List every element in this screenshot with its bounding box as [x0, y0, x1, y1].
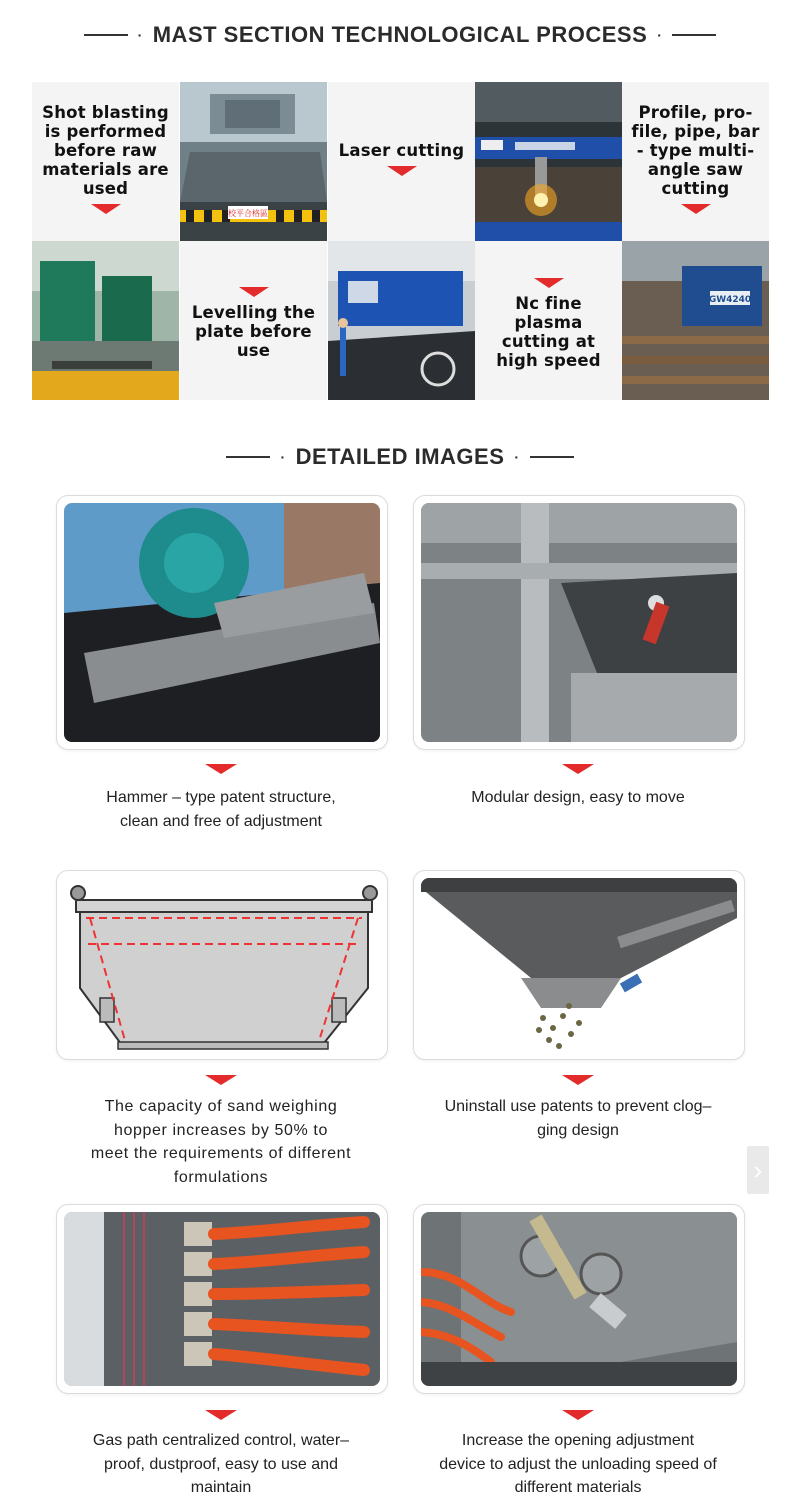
detail-card-gas-path	[56, 1204, 388, 1394]
detail-title-text: DETAILED IMAGES	[295, 444, 505, 469]
title-dot: ·	[137, 27, 143, 43]
down-arrow-icon	[91, 204, 121, 214]
title-dash-right	[530, 456, 574, 458]
process-step-label: Profile, pro-file, pipe, bar - type multi-angle saw cutting	[631, 103, 760, 198]
title-dot: ·	[514, 449, 520, 465]
detail-caption-hammer	[56, 786, 386, 833]
detail-caption-opening-adjustment	[413, 1429, 743, 1500]
down-arrow-icon	[562, 1075, 594, 1085]
process-grid	[32, 82, 769, 400]
process-step-shot-blasting	[32, 82, 179, 241]
process-step-plasma-cutting	[475, 241, 622, 400]
detail-section-title	[0, 444, 800, 470]
caption-line: Gas path centralized control, water–	[92, 1432, 350, 1449]
down-arrow-icon	[681, 204, 711, 214]
down-arrow-icon	[387, 166, 417, 176]
down-arrow-icon	[205, 764, 237, 774]
caption-line: Uninstall use patents to prevent clog–	[444, 1098, 712, 1115]
process-step-label: Nc fine plasma cutting at high speed	[496, 293, 601, 370]
down-arrow-icon	[534, 278, 564, 288]
levelling-photo	[32, 241, 179, 400]
caption-line: different materials	[514, 1479, 642, 1496]
detail-card-modular	[413, 495, 745, 750]
down-arrow-icon	[205, 1075, 237, 1085]
process-step-levelling	[180, 241, 327, 400]
title-dot: ·	[657, 27, 663, 43]
process-step-laser-cutting	[328, 82, 475, 241]
caption-line: formulations	[173, 1168, 269, 1186]
caption-line: ging design	[537, 1121, 619, 1139]
detail-caption-clog	[413, 1095, 743, 1142]
detail-image-hammer	[64, 503, 380, 742]
down-arrow-icon	[562, 1410, 594, 1420]
saw-machine-photo	[622, 241, 769, 400]
detail-card-hopper	[56, 870, 388, 1060]
next-slide-arrow-icon[interactable]: ›	[747, 1146, 769, 1194]
caption-line: device to adjust the unloading speed of	[439, 1455, 717, 1473]
process-step-saw-cutting	[622, 82, 769, 241]
caption-line: meet the requirements of different	[90, 1145, 352, 1162]
detail-card-clog	[413, 870, 745, 1060]
detail-image-hopper	[64, 878, 380, 1052]
process-step-label: Laser cutting	[338, 141, 465, 160]
caption-line: maintain	[190, 1479, 252, 1496]
machine-badge-text: GW4240	[708, 295, 752, 305]
process-step-label: Levelling the plate before use	[191, 303, 316, 360]
caption-line: hopper increases by 50% to	[114, 1121, 328, 1139]
down-arrow-icon	[239, 287, 269, 297]
detail-caption-gas-path	[56, 1429, 386, 1500]
caption-line: Hammer – type patent structure,	[106, 789, 336, 806]
detail-card-hammer	[56, 495, 388, 750]
detail-image-clog	[421, 878, 737, 1052]
detail-image-modular	[421, 503, 737, 742]
title-dot: ·	[280, 449, 286, 465]
title-dash-left	[84, 34, 128, 36]
photo-sign-text: 校平合格區	[228, 209, 268, 218]
caption-line: proof, dustproof, easy to use and	[104, 1455, 338, 1473]
caption-line: Modular design, easy to move	[471, 789, 685, 806]
caption-line: clean and free of adjustment	[120, 812, 322, 830]
down-arrow-icon	[562, 764, 594, 774]
process-section-title	[0, 22, 800, 48]
detail-image-gas-path	[64, 1212, 380, 1386]
title-dash-right	[672, 34, 716, 36]
title-dash-left	[226, 456, 270, 458]
down-arrow-icon	[205, 1410, 237, 1420]
process-title-text: MAST SECTION TECHNOLOGICAL PROCESS	[152, 22, 648, 47]
caption-line: The capacity of sand weighing	[104, 1098, 338, 1115]
laser-cutting-photo	[475, 82, 622, 241]
plasma-machine-photo	[328, 241, 475, 400]
detail-caption-modular	[413, 786, 743, 810]
detail-caption-hopper	[56, 1095, 386, 1189]
caption-line: Increase the opening adjustment	[461, 1432, 695, 1449]
process-step-label: Shot blasting is performed before raw materials are used	[42, 103, 169, 198]
shot-blasting-photo	[180, 82, 327, 241]
detail-image-opening-adjustment	[421, 1212, 737, 1386]
detail-card-opening-adjustment	[413, 1204, 745, 1394]
